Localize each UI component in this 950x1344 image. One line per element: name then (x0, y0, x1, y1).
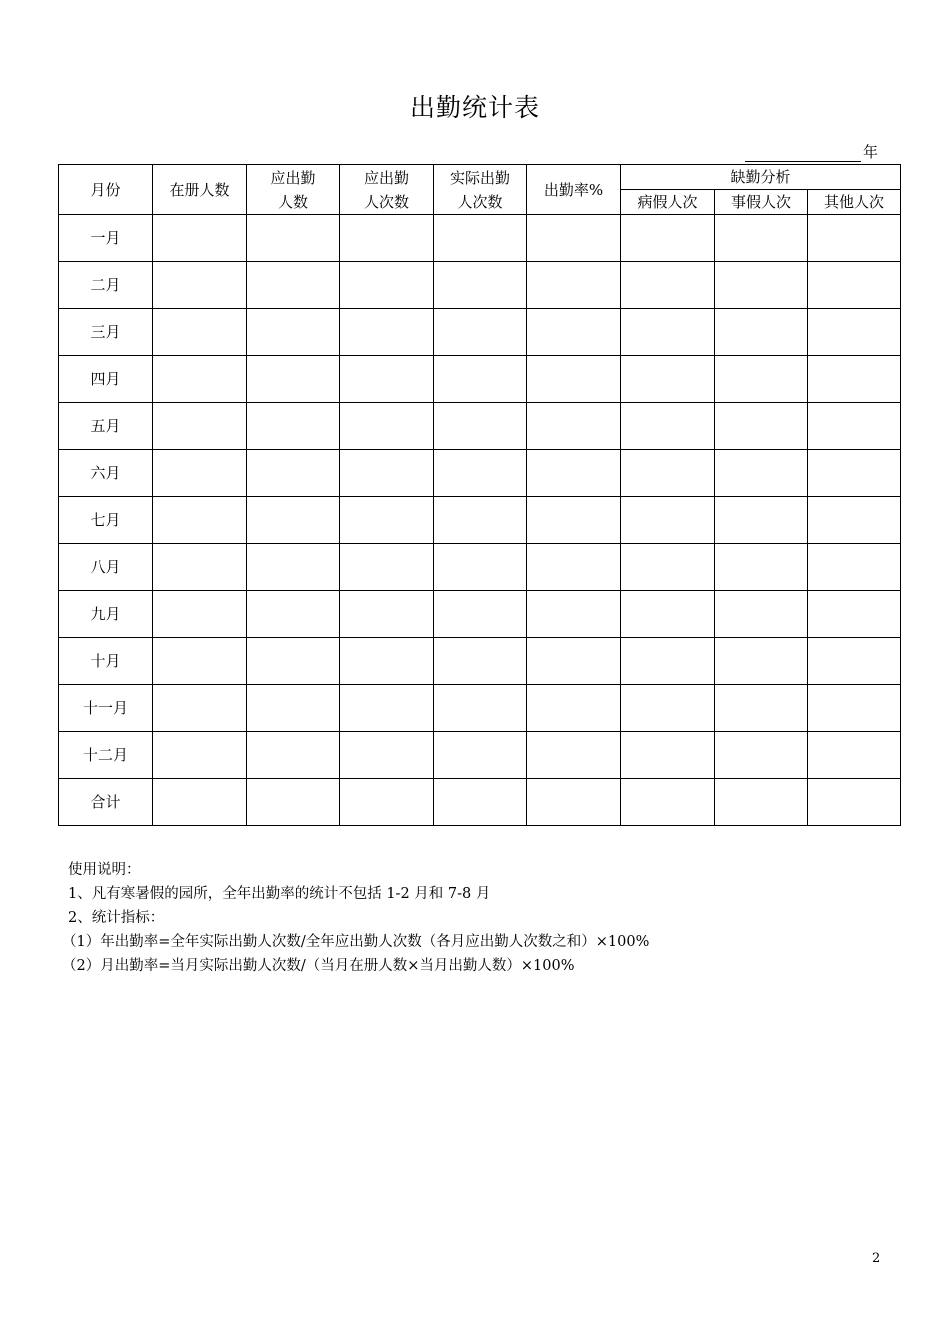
table-cell[interactable] (247, 779, 340, 826)
header-line: 应出勤 (363, 168, 409, 187)
row-month-label: 十一月 (59, 685, 153, 732)
notes-formula-monthly: （2）月出勤率=当月实际出勤人次数/（当月在册人数×当月出勤人数）×100% (62, 958, 575, 974)
table-cell[interactable] (340, 450, 434, 497)
notes-heading: 使用说明： (68, 862, 141, 878)
table-cell[interactable] (527, 262, 621, 309)
table-cell[interactable] (434, 779, 527, 826)
table-cell[interactable] (247, 497, 340, 544)
table-cell[interactable] (527, 309, 621, 356)
header-row (59, 165, 901, 190)
table-cell[interactable] (434, 497, 527, 544)
table-row (59, 544, 901, 591)
table-cell[interactable] (808, 403, 901, 450)
table-cell[interactable] (715, 450, 808, 497)
table-cell[interactable] (153, 497, 247, 544)
attendance-table (58, 164, 901, 826)
table-cell[interactable] (621, 497, 715, 544)
table-cell[interactable] (715, 309, 808, 356)
row-month-label: 十二月 (59, 732, 153, 779)
table-cell[interactable] (715, 638, 808, 685)
table-cell[interactable] (527, 450, 621, 497)
table-cell[interactable] (808, 544, 901, 591)
table-cell[interactable] (621, 262, 715, 309)
table-cell[interactable] (340, 685, 434, 732)
table-cell[interactable] (808, 215, 901, 262)
table-cell[interactable] (808, 497, 901, 544)
table-row (59, 215, 901, 262)
table-row (59, 309, 901, 356)
table-cell[interactable] (340, 544, 434, 591)
table-cell[interactable] (340, 403, 434, 450)
table-cell[interactable] (434, 309, 527, 356)
table-cell[interactable] (621, 356, 715, 403)
table-cell[interactable] (715, 685, 808, 732)
notes-item-1: 1、凡有寒暑假的园所，全年出勤率的统计不包括 1-2 月和 7-8 月 (68, 886, 491, 902)
table-cell[interactable] (621, 685, 715, 732)
table-cell[interactable] (808, 262, 901, 309)
table-cell[interactable] (153, 732, 247, 779)
table-row (59, 403, 901, 450)
table-cell[interactable] (527, 215, 621, 262)
table-cell[interactable] (808, 450, 901, 497)
table-cell[interactable] (434, 450, 527, 497)
table-cell[interactable] (247, 309, 340, 356)
row-month-label: 二月 (59, 262, 153, 309)
table-cell[interactable] (247, 544, 340, 591)
table-cell[interactable] (434, 732, 527, 779)
table-cell[interactable] (621, 544, 715, 591)
table-cell[interactable] (808, 309, 901, 356)
row-month-label: 四月 (59, 356, 153, 403)
table-row (59, 450, 901, 497)
table-cell[interactable] (527, 591, 621, 638)
table-cell[interactable] (340, 779, 434, 826)
table-cell[interactable] (715, 262, 808, 309)
table-cell[interactable] (434, 685, 527, 732)
page-title: 出勤统计表 (409, 93, 540, 122)
row-month-label: 五月 (59, 403, 153, 450)
header-actual-attend-visits (434, 165, 527, 215)
year-suffix: 年 (863, 143, 879, 161)
table-cell[interactable] (434, 215, 527, 262)
table-cell[interactable] (808, 685, 901, 732)
table-cell[interactable] (247, 591, 340, 638)
table-cell[interactable] (527, 544, 621, 591)
table-cell[interactable] (434, 262, 527, 309)
table-cell[interactable] (247, 638, 340, 685)
table-cell[interactable] (715, 779, 808, 826)
table-cell[interactable] (621, 309, 715, 356)
table-cell[interactable] (153, 262, 247, 309)
table-cell[interactable] (434, 591, 527, 638)
table-cell[interactable] (715, 215, 808, 262)
table-cell[interactable] (153, 638, 247, 685)
table-cell[interactable] (527, 685, 621, 732)
header-line: 人次数 (363, 192, 409, 211)
table-row (59, 779, 901, 826)
header-absence-analysis: 缺勤分析 (621, 165, 901, 190)
notes-item-2: 2、统计指标： (68, 910, 165, 926)
table-cell[interactable] (527, 638, 621, 685)
table-cell[interactable] (247, 732, 340, 779)
table-cell[interactable] (808, 732, 901, 779)
table-cell[interactable] (153, 779, 247, 826)
table-cell[interactable] (153, 544, 247, 591)
header-line: 人次数 (457, 192, 503, 211)
table-cell[interactable] (153, 591, 247, 638)
row-month-label: 三月 (59, 309, 153, 356)
year-field (745, 142, 880, 162)
table-cell[interactable] (434, 403, 527, 450)
table-cell[interactable] (340, 591, 434, 638)
table-cell[interactable] (715, 591, 808, 638)
table-cell[interactable] (808, 779, 901, 826)
header-line: 应出勤 (270, 168, 316, 187)
table-cell[interactable] (527, 403, 621, 450)
table-cell[interactable] (340, 309, 434, 356)
table-row (59, 591, 901, 638)
table-cell[interactable] (340, 356, 434, 403)
header-attendance-rate: 出勤率% (527, 165, 621, 215)
table-cell[interactable] (340, 638, 434, 685)
header-other-leave: 其他人次 (808, 190, 901, 215)
table-cell[interactable] (247, 215, 340, 262)
table-cell[interactable] (527, 497, 621, 544)
table-cell[interactable] (715, 403, 808, 450)
table-cell[interactable] (340, 215, 434, 262)
table-cell[interactable] (247, 356, 340, 403)
header-line: 人数 (277, 192, 308, 211)
table-cell[interactable] (621, 215, 715, 262)
table-row (59, 732, 901, 779)
header-personal-leave: 事假人次 (715, 190, 808, 215)
table-cell[interactable] (153, 685, 247, 732)
row-month-label: 合计 (59, 779, 153, 826)
table-cell[interactable] (621, 450, 715, 497)
row-month-label: 一月 (59, 215, 153, 262)
table-cell[interactable] (527, 356, 621, 403)
notes-formula-annual: （1）年出勤率=全年实际出勤人次数/全年应出勤人次数（各月应出勤人次数之和）×100% (62, 934, 650, 950)
table-cell[interactable] (808, 356, 901, 403)
table-cell[interactable] (715, 544, 808, 591)
table-row (59, 497, 901, 544)
table-cell[interactable] (247, 403, 340, 450)
table-cell[interactable] (621, 591, 715, 638)
header-enrolled: 在册人数 (153, 165, 247, 215)
header-should-attend-visits (340, 165, 434, 215)
table-cell[interactable] (527, 779, 621, 826)
row-month-label: 六月 (59, 450, 153, 497)
table-cell[interactable] (247, 262, 340, 309)
row-month-label: 八月 (59, 544, 153, 591)
header-month: 月份 (59, 165, 153, 215)
table-cell[interactable] (808, 638, 901, 685)
table-cell[interactable] (621, 732, 715, 779)
table-row (59, 638, 901, 685)
row-month-label: 十月 (59, 638, 153, 685)
table-cell[interactable] (715, 732, 808, 779)
table-cell[interactable] (621, 403, 715, 450)
table-row (59, 685, 901, 732)
table-cell[interactable] (153, 309, 247, 356)
table-cell[interactable] (715, 497, 808, 544)
year-blank-line[interactable] (745, 145, 861, 162)
table-cell[interactable] (153, 356, 247, 403)
table-cell[interactable] (153, 215, 247, 262)
table-cell[interactable] (527, 732, 621, 779)
table-cell[interactable] (715, 356, 808, 403)
usage-notes (62, 858, 650, 978)
table-row (59, 356, 901, 403)
header-sick-leave: 病假人次 (621, 190, 715, 215)
row-month-label: 九月 (59, 591, 153, 638)
table-cell[interactable] (247, 450, 340, 497)
page-number: 2 (872, 1251, 881, 1266)
table-cell[interactable] (621, 638, 715, 685)
table-cell[interactable] (621, 779, 715, 826)
row-month-label: 七月 (59, 497, 153, 544)
table-row (59, 262, 901, 309)
table-cell[interactable] (340, 732, 434, 779)
table-cell[interactable] (434, 638, 527, 685)
table-cell[interactable] (808, 591, 901, 638)
header-line: 实际出勤 (449, 168, 510, 187)
table-cell[interactable] (340, 497, 434, 544)
table-cell[interactable] (434, 356, 527, 403)
table-cell[interactable] (247, 685, 340, 732)
table-cell[interactable] (153, 450, 247, 497)
header-should-attend-people (247, 165, 340, 215)
table-cell[interactable] (340, 262, 434, 309)
table-cell[interactable] (434, 544, 527, 591)
table-cell[interactable] (153, 403, 247, 450)
